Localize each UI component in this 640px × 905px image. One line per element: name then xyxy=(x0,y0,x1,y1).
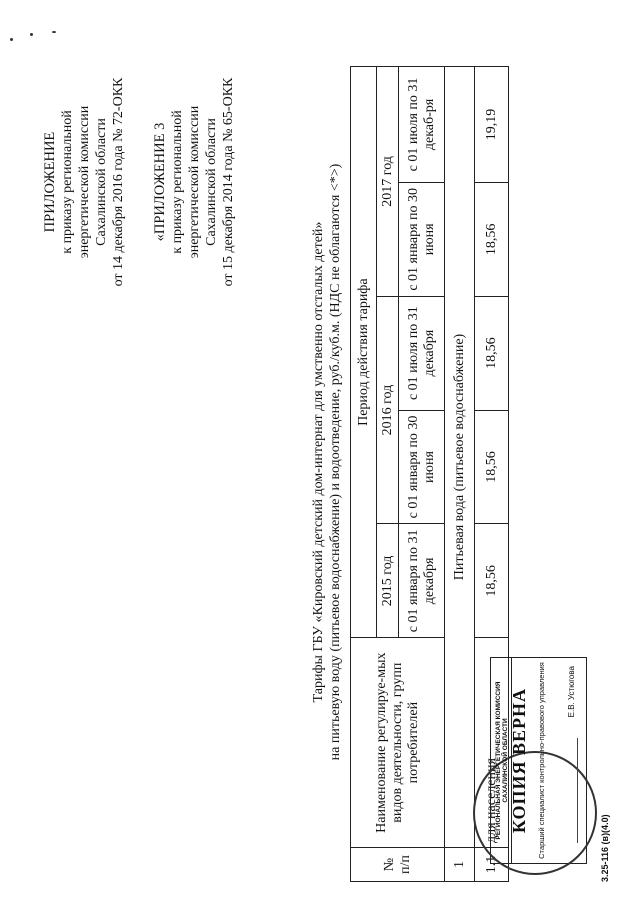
section-num: 1 xyxy=(445,848,475,882)
header-year: 2017 год xyxy=(377,67,399,297)
title-line: Тарифы ГБУ «Кировский детский дом-интернат для умственно отсталых детей» xyxy=(311,221,326,703)
form-code: 3.25-116 (в)(4.0) xyxy=(600,814,610,882)
row-value: 19,19 xyxy=(475,67,509,183)
row-label: для населения xyxy=(475,638,509,848)
row-value: 18,56 xyxy=(475,410,509,524)
appendix-line: Сахалинской области xyxy=(204,118,219,246)
appendix-line: к приказу региональной xyxy=(60,110,75,254)
row-value: 18,56 xyxy=(475,296,509,410)
header-period-cell: с 01 июля по 31 декаб-ря xyxy=(399,67,445,183)
appendix-title: ПРИЛОЖЕНИЕ xyxy=(42,131,58,233)
header-period: Период действия тарифа xyxy=(351,67,377,638)
row-value: 18,56 xyxy=(475,524,509,638)
section-label: Питьевая вода (питьевое водоснабжение) xyxy=(445,67,475,848)
header-period-cell: с 01 января по 30 июня xyxy=(399,182,445,296)
appendix-block xyxy=(42,52,127,312)
header-year: 2016 год xyxy=(377,296,399,524)
stamp-signer-name: Е.В. Устюгова xyxy=(567,666,576,718)
row-num: 1.1 xyxy=(475,848,509,882)
header-period-cell: с 01 января по 30 июня xyxy=(399,410,445,524)
round-seal xyxy=(473,751,597,875)
appendix-line: от 15 декабря 2014 года № 65-ОКК xyxy=(221,77,236,287)
certification-stamp xyxy=(490,657,587,864)
tariff-table xyxy=(350,66,509,882)
appendix-line: от 14 декабря 2016 года № 72-ОКК xyxy=(111,77,126,287)
header-num: № п/п xyxy=(351,848,445,882)
stamp-organization: РЕГИОНАЛЬНАЯ ЭНЕРГЕТИЧЕСКАЯ КОМИССИЯ САХАЛИНСКОЙ ОБЛАСТИ xyxy=(495,658,512,863)
previous-appendix-title: «ПРИЛОЖЕНИЕ 3 xyxy=(152,122,168,242)
appendix-line: Сахалинской области xyxy=(94,118,109,246)
header-period-cell: с 01 июля по 31 декабря xyxy=(399,296,445,410)
rotated-content xyxy=(20,22,620,882)
row-value: 18,56 xyxy=(475,182,509,296)
appendix-line: к приказу региональной xyxy=(170,110,185,254)
previous-appendix-block xyxy=(152,52,237,312)
header-period-cell: с 01 января по 31 декабря xyxy=(399,524,445,638)
header-name: Наименование регулируе-мых видов деятельности, групп потребителей xyxy=(351,638,445,848)
appendix-line: энергетической комиссии xyxy=(187,105,202,259)
document-title xyxy=(310,132,344,792)
appendix-line: энергетической комиссии xyxy=(77,105,92,259)
stamp-copy-mark: КОПИЯ ВЕРНА xyxy=(509,687,529,834)
title-line: на питьевую воду (питьевое водоснабжение) и водоотведение, руб./куб.м. (НДС не облагаются <*>) xyxy=(328,163,343,761)
signature-line xyxy=(577,738,578,843)
stamp-position: Старший специалист контрольно-правового управления xyxy=(537,662,546,859)
header-year: 2015 год xyxy=(377,524,399,638)
